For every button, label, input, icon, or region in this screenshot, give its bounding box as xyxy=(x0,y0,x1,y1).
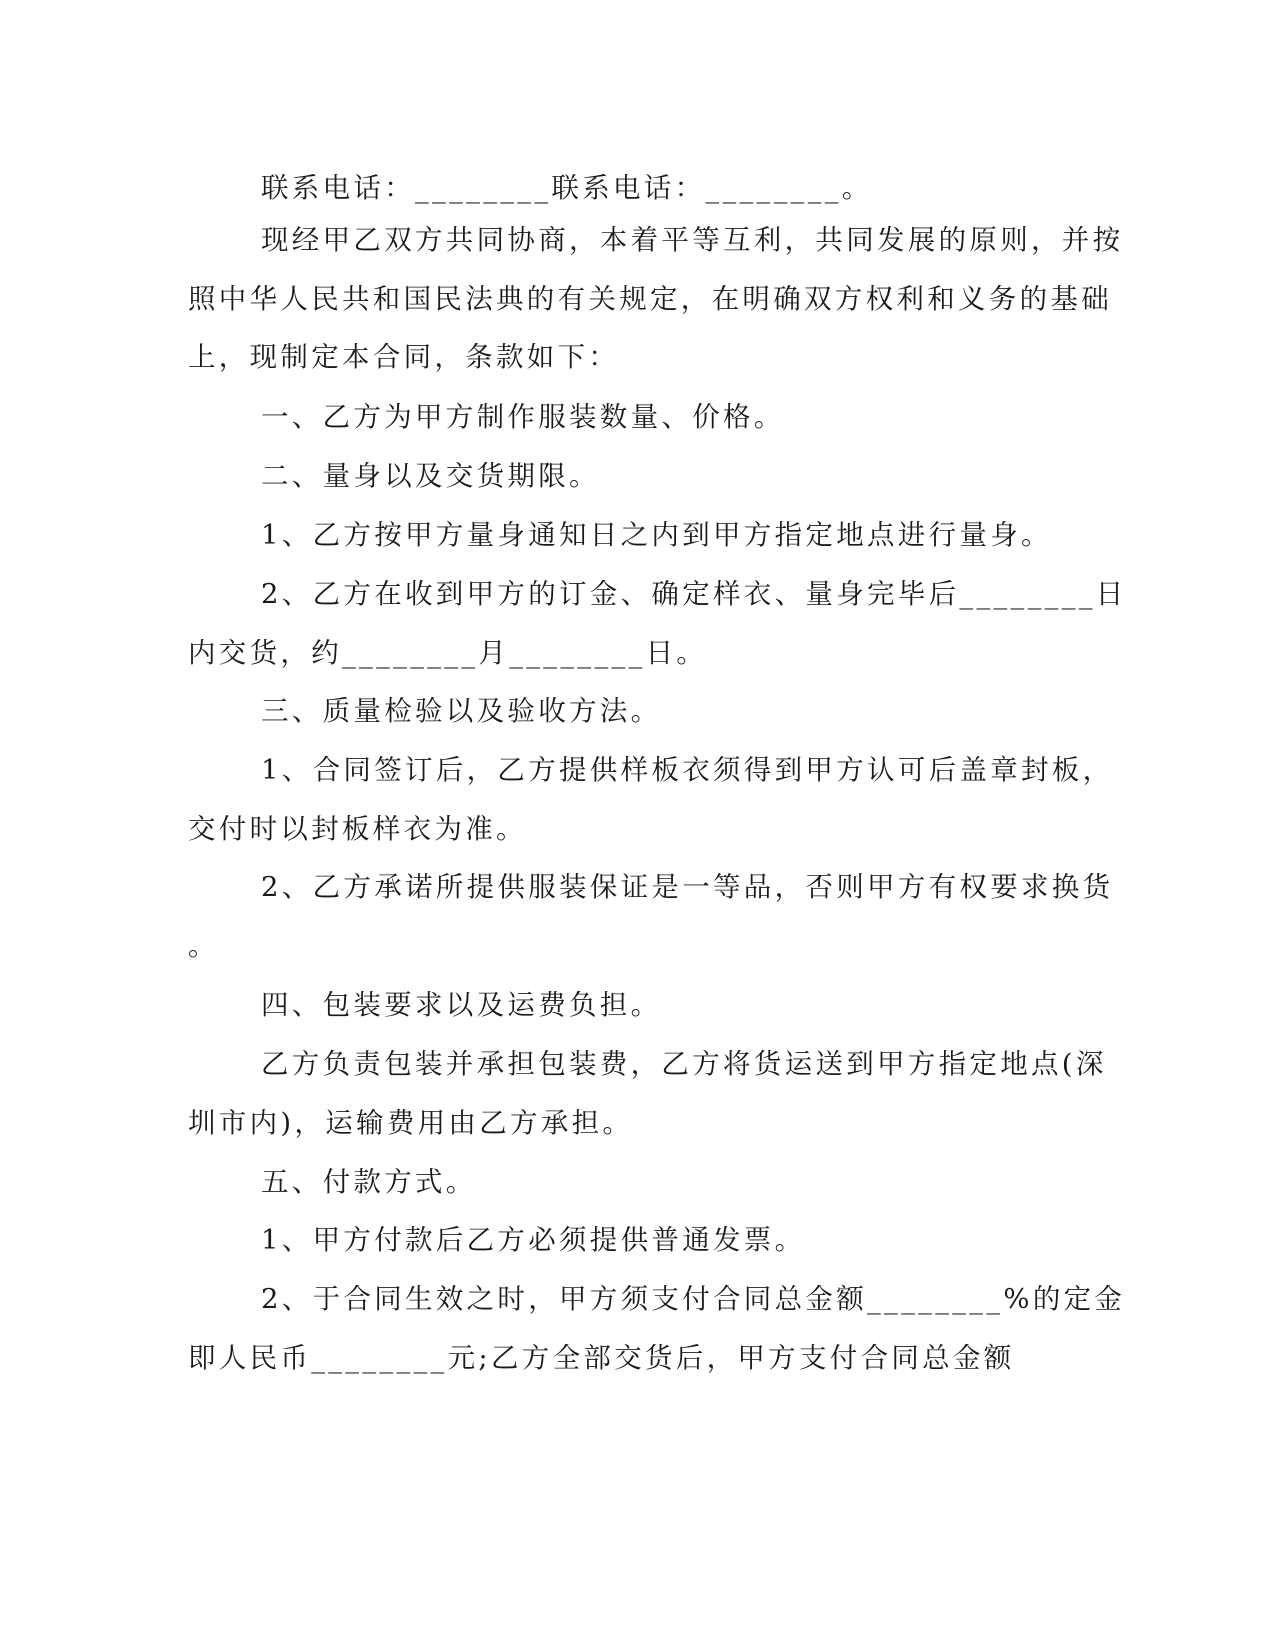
section-3-item-2-line-1: 2、乙方承诺所提供服装保证是一等品，否则甲方有权要求换货 xyxy=(261,871,1114,903)
section-5-item-2-line-1: 2、于合同生效之时，甲方须支付合同总金额________%的定金 xyxy=(261,1283,1126,1315)
section-5-item-1: 1、甲方付款后乙方必须提供普通发票。 xyxy=(261,1224,806,1256)
section-2-item-2-line-2: 内交货，约________月________日。 xyxy=(188,637,708,669)
contact-phone-line: 联系电话：________联系电话：________。 xyxy=(261,172,873,204)
section-2-heading: 二、量身以及交货期限。 xyxy=(261,460,600,492)
section-4-heading: 四、包装要求以及运费负担。 xyxy=(261,989,662,1021)
section-5-item-2-line-2: 即人民币________元;乙方全部交货后，甲方支付合同总金额 xyxy=(188,1342,1015,1374)
section-3-item-1-line-1: 1、合同签订后，乙方提供样板衣须得到甲方认可后盖章封板， xyxy=(261,754,1114,786)
section-4-text-line-1: 乙方负责包装并承担包装费，乙方将货运送到甲方指定地点(深 xyxy=(261,1048,1107,1080)
preamble-line-1: 现经甲乙双方共同协商，本着平等互利，共同发展的原则，并按 xyxy=(261,224,1124,256)
preamble-line-2: 照中华人民共和国民法典的有关规定，在明确双方权利和义务的基础 xyxy=(188,283,1112,315)
section-3-heading: 三、质量检验以及验收方法。 xyxy=(261,695,662,727)
section-3-item-2-line-2: 。 xyxy=(188,930,219,962)
section-1-heading: 一、乙方为甲方制作服装数量、价格。 xyxy=(261,401,785,433)
section-2-item-1: 1、乙方按甲方量身通知日之内到甲方指定地点进行量身。 xyxy=(261,519,1052,551)
preamble-line-3: 上，现制定本合同，条款如下： xyxy=(188,341,620,373)
section-5-heading: 五、付款方式。 xyxy=(261,1166,477,1198)
section-4-text-line-2: 圳市内)，运输费用由乙方承担。 xyxy=(188,1107,634,1139)
section-3-item-1-line-2: 交付时以封板样衣为准。 xyxy=(188,813,527,845)
section-2-item-2-line-1: 2、乙方在收到甲方的订金、确定样衣、量身完毕后________日 xyxy=(261,578,1127,610)
